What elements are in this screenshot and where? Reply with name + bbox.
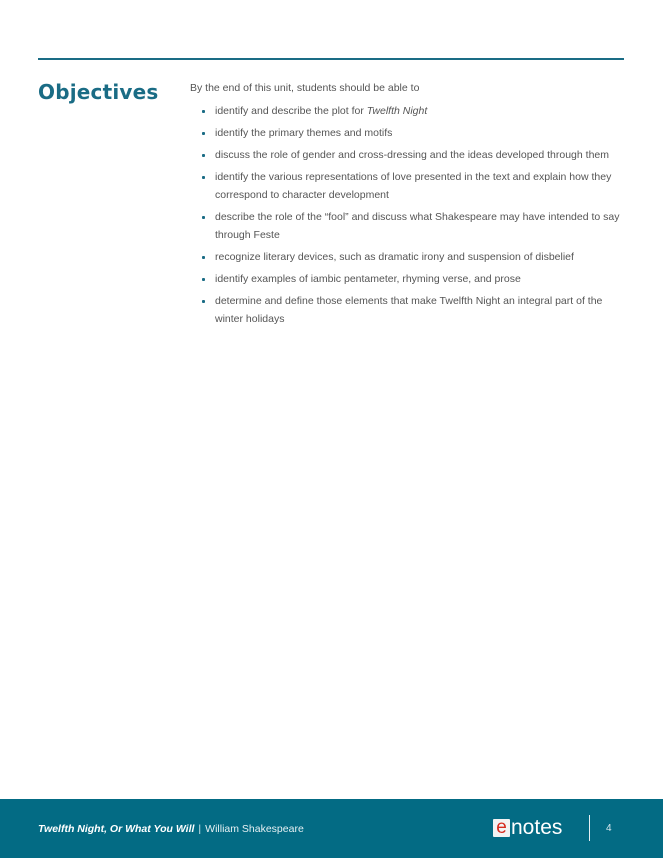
objectives-list [202,102,632,332]
logo-text: notes [511,816,563,839]
list-item: identify and describe the plot for Twelfth Night [202,102,632,120]
page-footer [0,799,663,858]
bullet-icon [202,216,205,219]
title-separator: | [198,823,202,835]
book-title: Twelfth Night, Or What You Will [38,823,195,835]
bullet-icon [202,176,205,179]
bullet-icon [202,300,205,303]
footer-divider [589,815,590,841]
list-item: identify examples of iambic pentameter, rhyming verse, and prose [202,270,632,288]
page-number: 4 [606,823,612,834]
footer-title [38,823,304,835]
top-divider [38,58,624,60]
list-item: determine and define those elements that make Twelfth Night an integral part of the winter holidays [202,292,632,328]
bullet-icon [202,110,205,113]
enotes-logo [493,817,562,839]
list-item: describe the role of the “fool” and discuss what Shakespeare may have intended to say through Feste [202,208,632,244]
author-name: William Shakespeare [205,823,304,835]
bullet-icon [202,154,205,157]
bullet-icon [202,278,205,281]
logo-e-icon: e [493,819,510,837]
list-item: discuss the role of gender and cross-dressing and the ideas developed through them [202,146,632,164]
list-item: identify the primary themes and motifs [202,124,632,142]
list-item: recognize literary devices, such as dramatic irony and suspension of disbelief [202,248,632,266]
list-item: identify the various representations of love presented in the text and explain how they correspond to character development [202,168,632,204]
section-heading: Objectives [38,80,159,104]
intro-text: By the end of this unit, students should be able to [190,82,420,94]
bullet-icon [202,132,205,135]
bullet-icon [202,256,205,259]
